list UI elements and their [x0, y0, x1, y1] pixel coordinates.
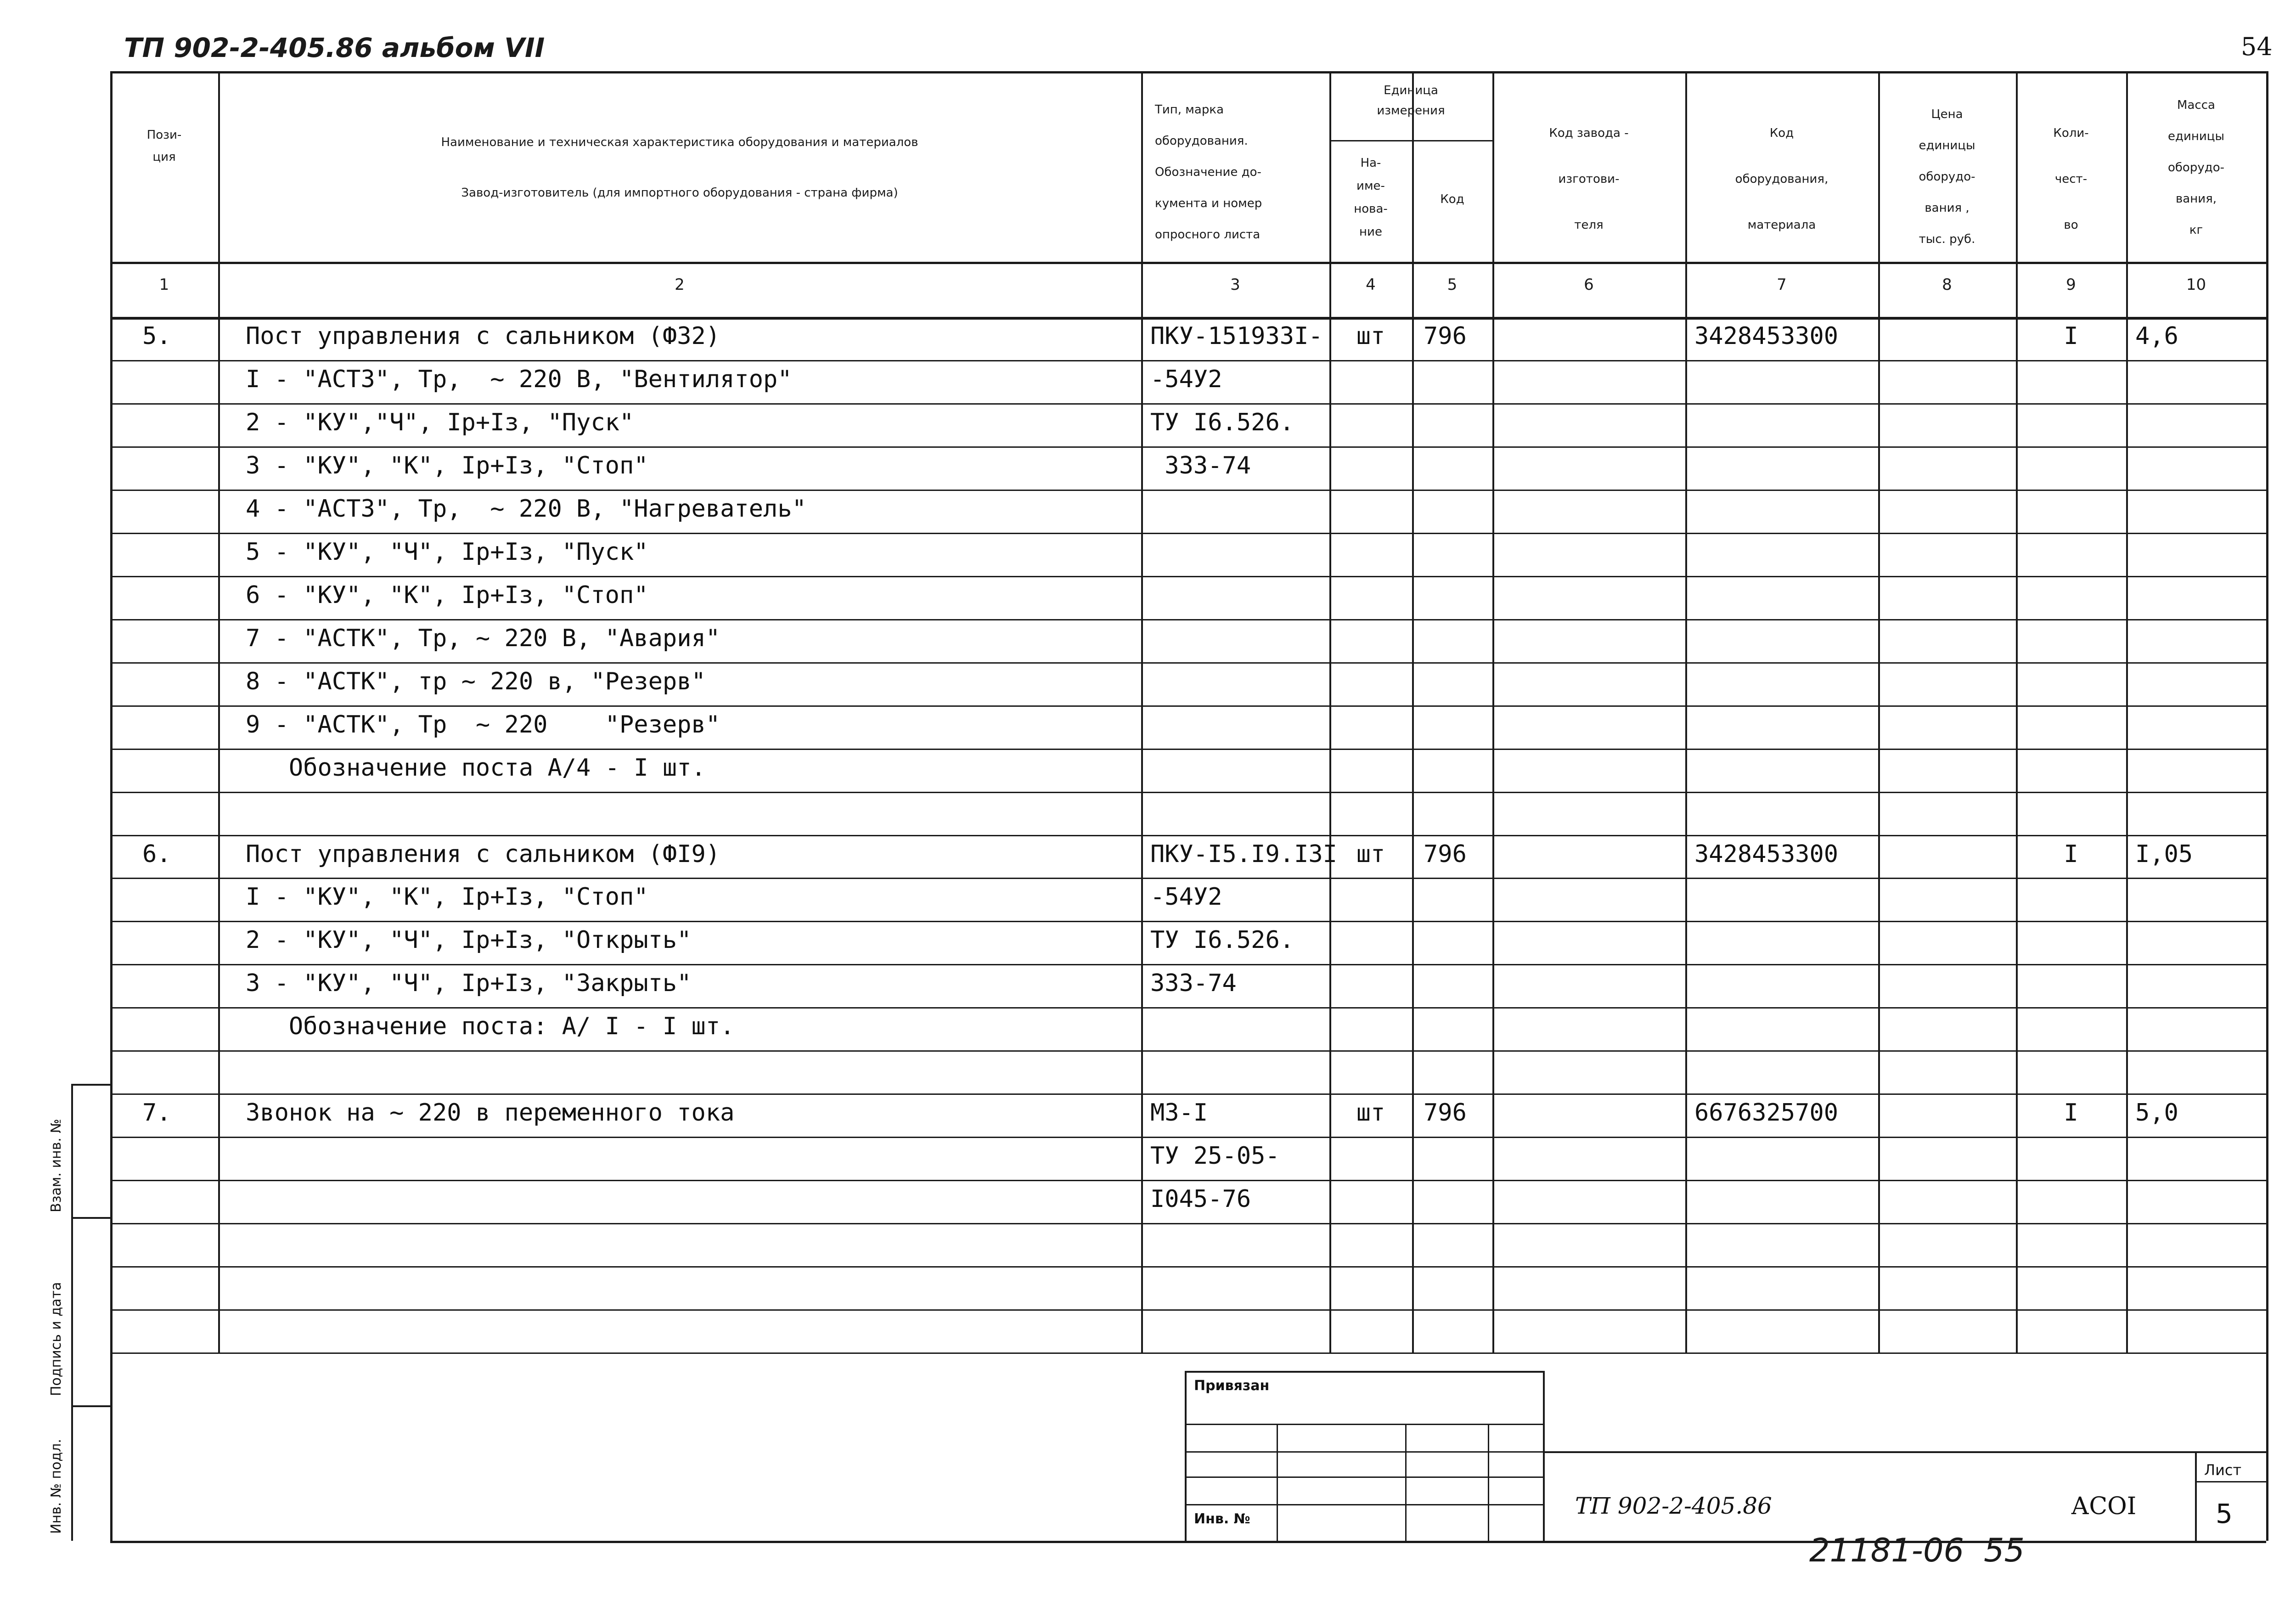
column-number-4: 4 — [1366, 276, 1376, 294]
header-line: Наименование и техническая характеристика оборудования и материалов — [441, 135, 918, 149]
cell-name: I - "КУ", "К", Iр+Iз, "Стоп" — [246, 883, 648, 911]
header-line: чест- — [2054, 172, 2088, 186]
header-line: единицы — [1919, 139, 1975, 152]
column-number-6: 6 — [1584, 276, 1594, 294]
cell-type: 333-74 — [1150, 969, 1237, 997]
header-line: тыс. руб. — [1919, 232, 1975, 246]
cell-pos: 5. — [142, 322, 171, 350]
cell-code: 796 — [1424, 840, 1467, 868]
cell-unit: шт — [1356, 840, 1385, 868]
cell-type: МЗ-I — [1150, 1099, 1208, 1127]
column-header-8 — [1878, 99, 2016, 255]
cell-name: Обозначение поста А/4 - I шт. — [246, 754, 706, 782]
column-header-6 — [1492, 110, 1685, 248]
cell-mass: 4,6 — [2135, 322, 2178, 350]
header-line: кг — [2189, 223, 2203, 237]
stamp-inv-label: Инв. № — [1194, 1511, 1250, 1527]
header-line: ция — [152, 150, 176, 164]
side-label-replacement-inv: Взам. инв. № — [48, 1119, 64, 1212]
document-reference: ТП 902-2-405.86 альбом VII — [124, 32, 545, 63]
header-line: Масса — [2177, 98, 2215, 112]
cell-mass: I,05 — [2135, 840, 2193, 868]
cell-qty: I — [2064, 322, 2078, 350]
cell-name: I - "АСТЗ", Тр, ~ 220 В, "Вентилятор" — [246, 365, 792, 393]
header-line: Код — [1440, 192, 1464, 206]
cell-code: 796 — [1424, 322, 1467, 350]
cell-mass: 5,0 — [2135, 1099, 2178, 1127]
side-label-signature-date: Подпись и дата — [48, 1282, 64, 1396]
cell-name: Обозначение поста: А/ I - I шт. — [246, 1013, 735, 1041]
header-line: Цена — [1931, 107, 1963, 121]
cell-name: 4 - "АСТЗ", Тр, ~ 220 В, "Нагреватель" — [246, 495, 806, 523]
column-number-8: 8 — [1942, 276, 1952, 294]
header-line: вания, — [2175, 192, 2217, 206]
column-header-10 — [2126, 90, 2266, 246]
cell-type: ТУ I6.526. — [1150, 926, 1294, 954]
header-line: кумента и номер — [1155, 197, 1262, 210]
stamp-sheet-number: 5 — [2216, 1498, 2233, 1529]
column-number-2: 2 — [675, 276, 685, 294]
column-number-3: 3 — [1230, 276, 1240, 294]
cell-pos: 7. — [142, 1099, 171, 1127]
header-line: опросного листа — [1155, 228, 1261, 242]
column-number-1: 1 — [159, 276, 169, 294]
header-line: оборудо- — [1919, 170, 1975, 184]
cell-code: 796 — [1424, 1099, 1467, 1127]
cell-name: 5 - "КУ", "Ч", Iр+Iз, "Пуск" — [246, 538, 648, 566]
cell-type: 333-74 — [1150, 451, 1251, 479]
unit-group-line: Единица — [1384, 84, 1438, 97]
cell-name: 9 - "АСТК", Тр ~ 220 "Резерв" — [246, 710, 720, 738]
cell-name: 8 - "АСТК", тр ~ 220 в, "Резерв" — [246, 667, 706, 695]
column-number-9: 9 — [2066, 276, 2076, 294]
header-line: Код завода - — [1549, 126, 1629, 140]
cell-equip-code: 6676325700 — [1694, 1099, 1839, 1127]
column-header-5 — [1412, 188, 1492, 210]
cell-name: 6 - "КУ", "К", Iр+Iз, "Стоп" — [246, 581, 648, 609]
header-line: вания , — [1925, 201, 1970, 215]
header-line: име- — [1356, 179, 1385, 193]
cell-equip-code: 3428453300 — [1694, 322, 1839, 350]
header-line: Коли- — [2053, 126, 2089, 140]
cell-qty: I — [2064, 1099, 2078, 1127]
column-number-10: 10 — [2186, 276, 2206, 294]
unit-group-line: измерения — [1377, 104, 1445, 118]
header-line: нова- — [1354, 202, 1388, 216]
footer-number: 21181-06 — [1809, 1532, 1964, 1569]
cell-type: ПКУ-I5.I9.I3I — [1150, 840, 1337, 868]
column-header-2 — [218, 117, 1141, 218]
stamp-sheet-label: Лист — [2204, 1461, 2242, 1479]
column-header-1 — [110, 124, 218, 168]
unit-group-header — [1329, 80, 1492, 121]
column-header-9 — [2016, 110, 2126, 248]
stamp-designation: ТП 902-2-405.86 — [1575, 1493, 1772, 1519]
cell-unit: шт — [1356, 1099, 1385, 1127]
header-line: ние — [1359, 225, 1382, 239]
cell-name: Звонок на ~ 220 в переменного тока — [246, 1099, 735, 1127]
cell-qty: I — [2064, 840, 2078, 868]
page-number: 54 — [2241, 32, 2273, 61]
header-line: оборудования, — [1735, 172, 1829, 186]
stamp-bound-label: Привязан — [1194, 1378, 1270, 1394]
cell-type: ТУ I6.526. — [1150, 408, 1294, 436]
cell-name: 2 - "КУ","Ч", Iр+Iз, "Пуск" — [246, 408, 634, 436]
cell-type: -54У2 — [1150, 365, 1222, 393]
cell-name: 3 - "КУ", "Ч", Iр+Iз, "Закрыть" — [246, 969, 692, 997]
header-line: Тип, марка — [1155, 103, 1224, 117]
header-line: материала — [1747, 218, 1816, 232]
cell-name: 2 - "КУ", "Ч", Iр+Iз, "Открыть" — [246, 926, 692, 954]
cell-type: -54У2 — [1150, 883, 1222, 911]
header-line: оборудования. — [1155, 134, 1248, 148]
header-line: единицы — [2168, 130, 2224, 143]
header-line: теля — [1574, 218, 1604, 232]
header-line: Пози- — [146, 128, 182, 142]
cell-type: ПКУ-151933I- — [1150, 322, 1323, 350]
cell-equip-code: 3428453300 — [1694, 840, 1839, 868]
header-line: Код — [1769, 126, 1794, 140]
cell-type: I045-76 — [1150, 1185, 1251, 1213]
header-line: изготови- — [1558, 172, 1620, 186]
cell-name: Пост управления с сальником (ФI9) — [246, 840, 720, 868]
cell-type: ТУ 25-05- — [1150, 1142, 1280, 1170]
header-line: во — [2064, 218, 2078, 232]
column-header-4 — [1329, 152, 1412, 243]
cell-pos: 6. — [142, 840, 171, 868]
side-label-original-inv: Инв. № подл. — [48, 1439, 64, 1534]
cell-name: Пост управления с сальником (Ф32) — [246, 322, 720, 350]
column-number-5: 5 — [1447, 276, 1458, 294]
footer-page: 55 — [1984, 1532, 2025, 1569]
cell-unit: шт — [1356, 322, 1385, 350]
column-number-7: 7 — [1777, 276, 1787, 294]
column-header-7 — [1685, 110, 1878, 248]
column-header-3 — [1155, 94, 1343, 250]
header-line: Обозначение до- — [1155, 165, 1261, 179]
cell-name: 7 - "АСТК", Тр, ~ 220 В, "Авария" — [246, 624, 720, 652]
header-line: Завод-изготовитель (для импортного оборудования - страна фирма) — [461, 186, 898, 200]
header-line: оборудо- — [2167, 161, 2224, 175]
header-line: На- — [1360, 156, 1381, 170]
cell-name: 3 - "КУ", "К", Iр+Iз, "Стоп" — [246, 451, 648, 479]
stamp-code: АСОI — [2071, 1493, 2137, 1520]
